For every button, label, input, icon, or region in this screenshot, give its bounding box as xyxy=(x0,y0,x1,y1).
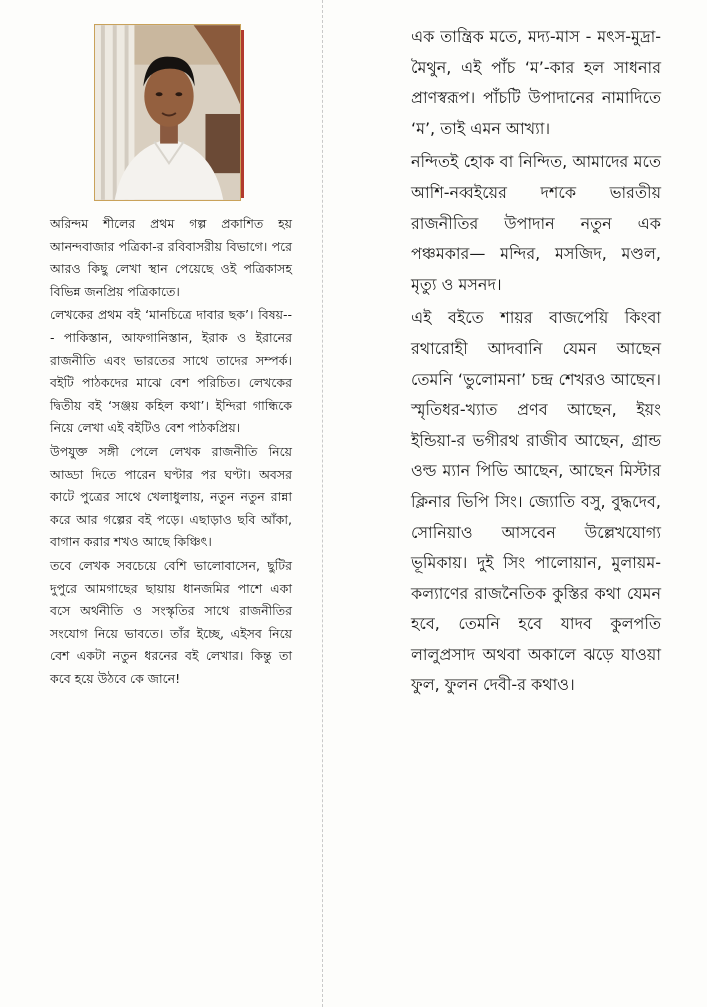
author-bio-column xyxy=(50,213,292,691)
bio-paragraph: লেখকের প্রথম বই ‘মানচিত্রে দাবার ছক’। বিষয়--- পাকিস্তান, আফগানিস্তান, ইরাক ও ইরানের রাজনীতি এবং ভারতের সাথে তাদের সম্পর্ক। বইটি পাঠকদের মাঝে বেশ পরিচিত। লেখকের দ্বিতীয় বই ‘সঞ্জয় কহিল কথা’। ইন্দিরা গান্ধিকে নিয়ে লেখা এই বইটিও বেশ পাঠকপ্রিয়। xyxy=(50,307,292,436)
right-eye xyxy=(175,92,182,96)
left-eye xyxy=(156,92,163,96)
blurb-paragraph: নন্দিতই হোক বা নিন্দিত, আমাদের মতে আশি-নব্বইয়ের দশকে ভারতীয় রাজনীতির উপাদান নতুন এক পঞ্চমকার— মন্দির, মসজিদ, মণ্ডল, মৃত্যু ও মসনদ। xyxy=(411,152,661,294)
doorway xyxy=(205,114,240,173)
bio-paragraph: উপযুক্ত সঙ্গী পেলে লেখক রাজনীতি নিয়ে আড্ডা দিতে পারেন ঘণ্টার পর ঘণ্টা। অবসর কাটে পুত্রের সাথে খেলাধুলায়, নতুন নতুন রান্না করে আর গল্পের বই পড়ে। এছাড়াও ছবি আঁকা, বাগান করার শখও আছে কিঞ্চিৎ। xyxy=(50,443,292,550)
bio-paragraph: অরিন্দম শীলের প্রথম গল্প প্রকাশিত হয় আনন্দবাজার পত্রিকা-র রবিবাসরীয় বিভাগে। পরে আরও কিছু লেখা স্থান পেয়েছে ওই পত্রিকাসহ বিভিন্ন জনপ্রিয় পত্রিকাতে। xyxy=(50,216,292,299)
author-portrait-illustration xyxy=(95,25,240,200)
book-blurb-column xyxy=(411,22,661,704)
blurb-paragraph: এক তান্ত্রিক মতে, মদ্য-মাস - মৎস-মুদ্রা-মৈথুন, এই পাঁচ ‘ম’-কার হল সাধনার প্রাণস্বরূপ। পাঁচটি উপাদানের নামাদিতে ‘ম’, তাই এমন আখ্যা। xyxy=(411,27,661,138)
pillar-groove xyxy=(113,25,117,200)
blurb-paragraph: এই বইতে শায়র বাজপেয়ি কিংবা রথারোহী আদবানি যেমন আছেন তেমনি ‘ভুলোমনা’ চন্দ্র শেখরও আছেন। স্মৃতিধর-খ্যাত প্রণব আছেন, ইয়ং ইন্ডিয়া-র ভগীরথ রাজীব আছেন, গ্রান্ড ওল্ড ম্যান পিভি আছেন, আছেন মিস্টার ক্লিনার ভিপি সিং। জ্যোতি বসু, বুদ্ধদেব, সোনিয়াও আসবেন উল্লেখযোগ্য ভূমিকায়। দুই সিং পালোয়ান, মুলায়ম-কল্যাণের রাজনৈতিক কুস্তির কথা যেমন হবে, তেমনি হবে যাদব কুলপতি লালুপ্রসাদ অথবা অকালে ঝড়ে যাওয়া ফুল, ফুলন দেবী-র কথাও। xyxy=(411,308,661,695)
bio-paragraph: তবে লেখক সবচেয়ে বেশি ভালোবাসেন, ছুটির দুপুরে আমগাছের ছায়ায় ধানজমির পাশে একা বসে অর্থনীতি ও সংস্কৃতির সাথে রাজনীতির সংযোগ নিয়ে ভাবতে। তাঁর ইচ্ছে, এইসব নিয়ে বেশ একটা নতুন ধরনের বই লেখার। কিন্তু তা কবে হয়ে উঠবে কে জানে! xyxy=(50,557,292,686)
author-photo xyxy=(94,24,241,201)
pillar-groove xyxy=(101,25,105,200)
photo-frame-accent xyxy=(241,30,244,198)
fold-line xyxy=(322,0,323,1007)
face xyxy=(144,66,193,127)
